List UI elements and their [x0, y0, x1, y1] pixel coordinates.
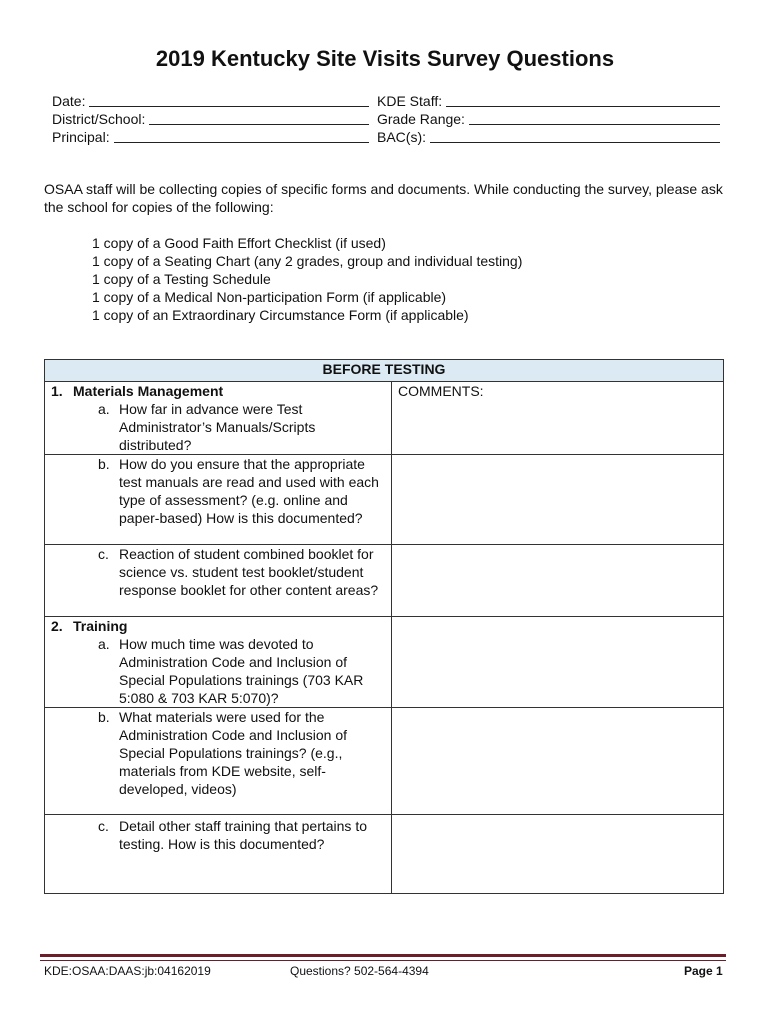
bac-field[interactable]: BAC(s): — [377, 128, 720, 146]
comments-cell[interactable] — [392, 617, 724, 708]
question-text: How much time was devoted to Administration Code and Inclusion of Special Populations trainings (703 KAR 5:080 & 703 KAR 5:070)? — [119, 636, 364, 706]
list-item: 1 copy of a Testing Schedule — [92, 271, 271, 287]
table-row — [45, 708, 724, 815]
page-title: 2019 Kentucky Site Visits Survey Questions — [155, 46, 615, 71]
question-cell: b. What materials were used for the Administration Code and Inclusion of Special Populations trainings? (e.g., materials from KDE website, self-developed, videos) — [45, 708, 392, 815]
section-heading: 2. Training — [51, 618, 128, 634]
question-cell: 1. Materials Management a. How far in advance were Test Administrator’s Manuals/Scripts distributed? — [45, 382, 392, 455]
date-blank[interactable] — [89, 92, 369, 107]
grade-range-field[interactable]: Grade Range: — [377, 110, 720, 128]
comments-cell[interactable] — [392, 455, 724, 545]
list-item: 1 copy of an Extraordinary Circumstance Form (if applicable) — [92, 307, 469, 323]
bac-blank[interactable] — [430, 128, 720, 143]
question-text: How do you ensure that the appropriate test manuals are read and used with each type of assessment? (e.g. online and paper-based) How is this documented? — [119, 456, 379, 526]
intro-paragraph: OSAA staff will be collecting copies of specific forms and documents. While conducting the survey, please ask the school for copies of the following: — [44, 181, 723, 215]
comments-cell[interactable] — [392, 708, 724, 815]
comments-cell[interactable] — [392, 382, 724, 455]
grade-range-blank[interactable] — [469, 110, 720, 125]
survey-table — [44, 359, 724, 894]
table-row — [45, 382, 724, 455]
comments-cell[interactable] — [392, 545, 724, 617]
footer-page-number: Page 1 — [684, 964, 723, 978]
table-row — [45, 815, 724, 894]
principal-field[interactable]: Principal: — [52, 128, 369, 146]
before-testing-banner: BEFORE TESTING — [45, 360, 724, 382]
kde-staff-blank[interactable] — [446, 92, 720, 107]
comments-label: COMMENTS: — [398, 383, 484, 399]
question-text: Reaction of student combined booklet for science vs. student test booklet/student response booklet for other content areas? — [119, 546, 379, 598]
list-item: 1 copy of a Seating Chart (any 2 grades, group and individual testing) — [92, 253, 523, 269]
table-row — [45, 455, 724, 545]
question-text: Detail other staff training that pertains to testing. How is this documented? — [119, 818, 367, 852]
district-school-field[interactable]: District/School: — [52, 110, 369, 128]
district-school-blank[interactable] — [149, 110, 369, 125]
question-cell: c. Detail other staff training that pertains to testing. How is this documented? — [45, 815, 392, 894]
header-fields-right — [377, 92, 720, 146]
comments-cell[interactable] — [392, 815, 724, 894]
header-fields-left — [52, 92, 369, 146]
question-text: What materials were used for the Administration Code and Inclusion of Special Populations trainings? (e.g., materials from KDE website, self-developed, videos) — [119, 709, 348, 797]
footer-questions-phone: Questions? 502-564-4394 — [290, 964, 429, 978]
principal-blank[interactable] — [114, 128, 369, 143]
footer-divider — [40, 954, 726, 961]
footer-doc-id: KDE:OSAA:DAAS:jb:04162019 — [44, 964, 211, 978]
question-cell: b. How do you ensure that the appropriate test manuals are read and used with each type of assessment? (e.g. online and paper-based) How is this documented? — [45, 455, 392, 545]
table-row — [45, 617, 724, 708]
question-cell: 2. Training a. How much time was devoted to Administration Code and Inclusion of Special Populations trainings (703 KAR 5:080 & 703 KAR 5:070)? — [45, 617, 392, 708]
kde-staff-field[interactable]: KDE Staff: — [377, 92, 720, 110]
table-row — [45, 545, 724, 617]
copies-list — [92, 234, 522, 324]
list-item: 1 copy of a Good Faith Effort Checklist (if used) — [92, 235, 386, 251]
date-field[interactable]: Date: — [52, 92, 369, 110]
section-heading: 1. Materials Management — [51, 383, 224, 399]
list-item: 1 copy of a Medical Non-participation Form (if applicable) — [92, 289, 447, 305]
question-text: How far in advance were Test Administrator’s Manuals/Scripts distributed? — [119, 401, 316, 453]
question-cell: c. Reaction of student combined booklet for science vs. student test booklet/student response booklet for other content areas? — [45, 545, 392, 617]
